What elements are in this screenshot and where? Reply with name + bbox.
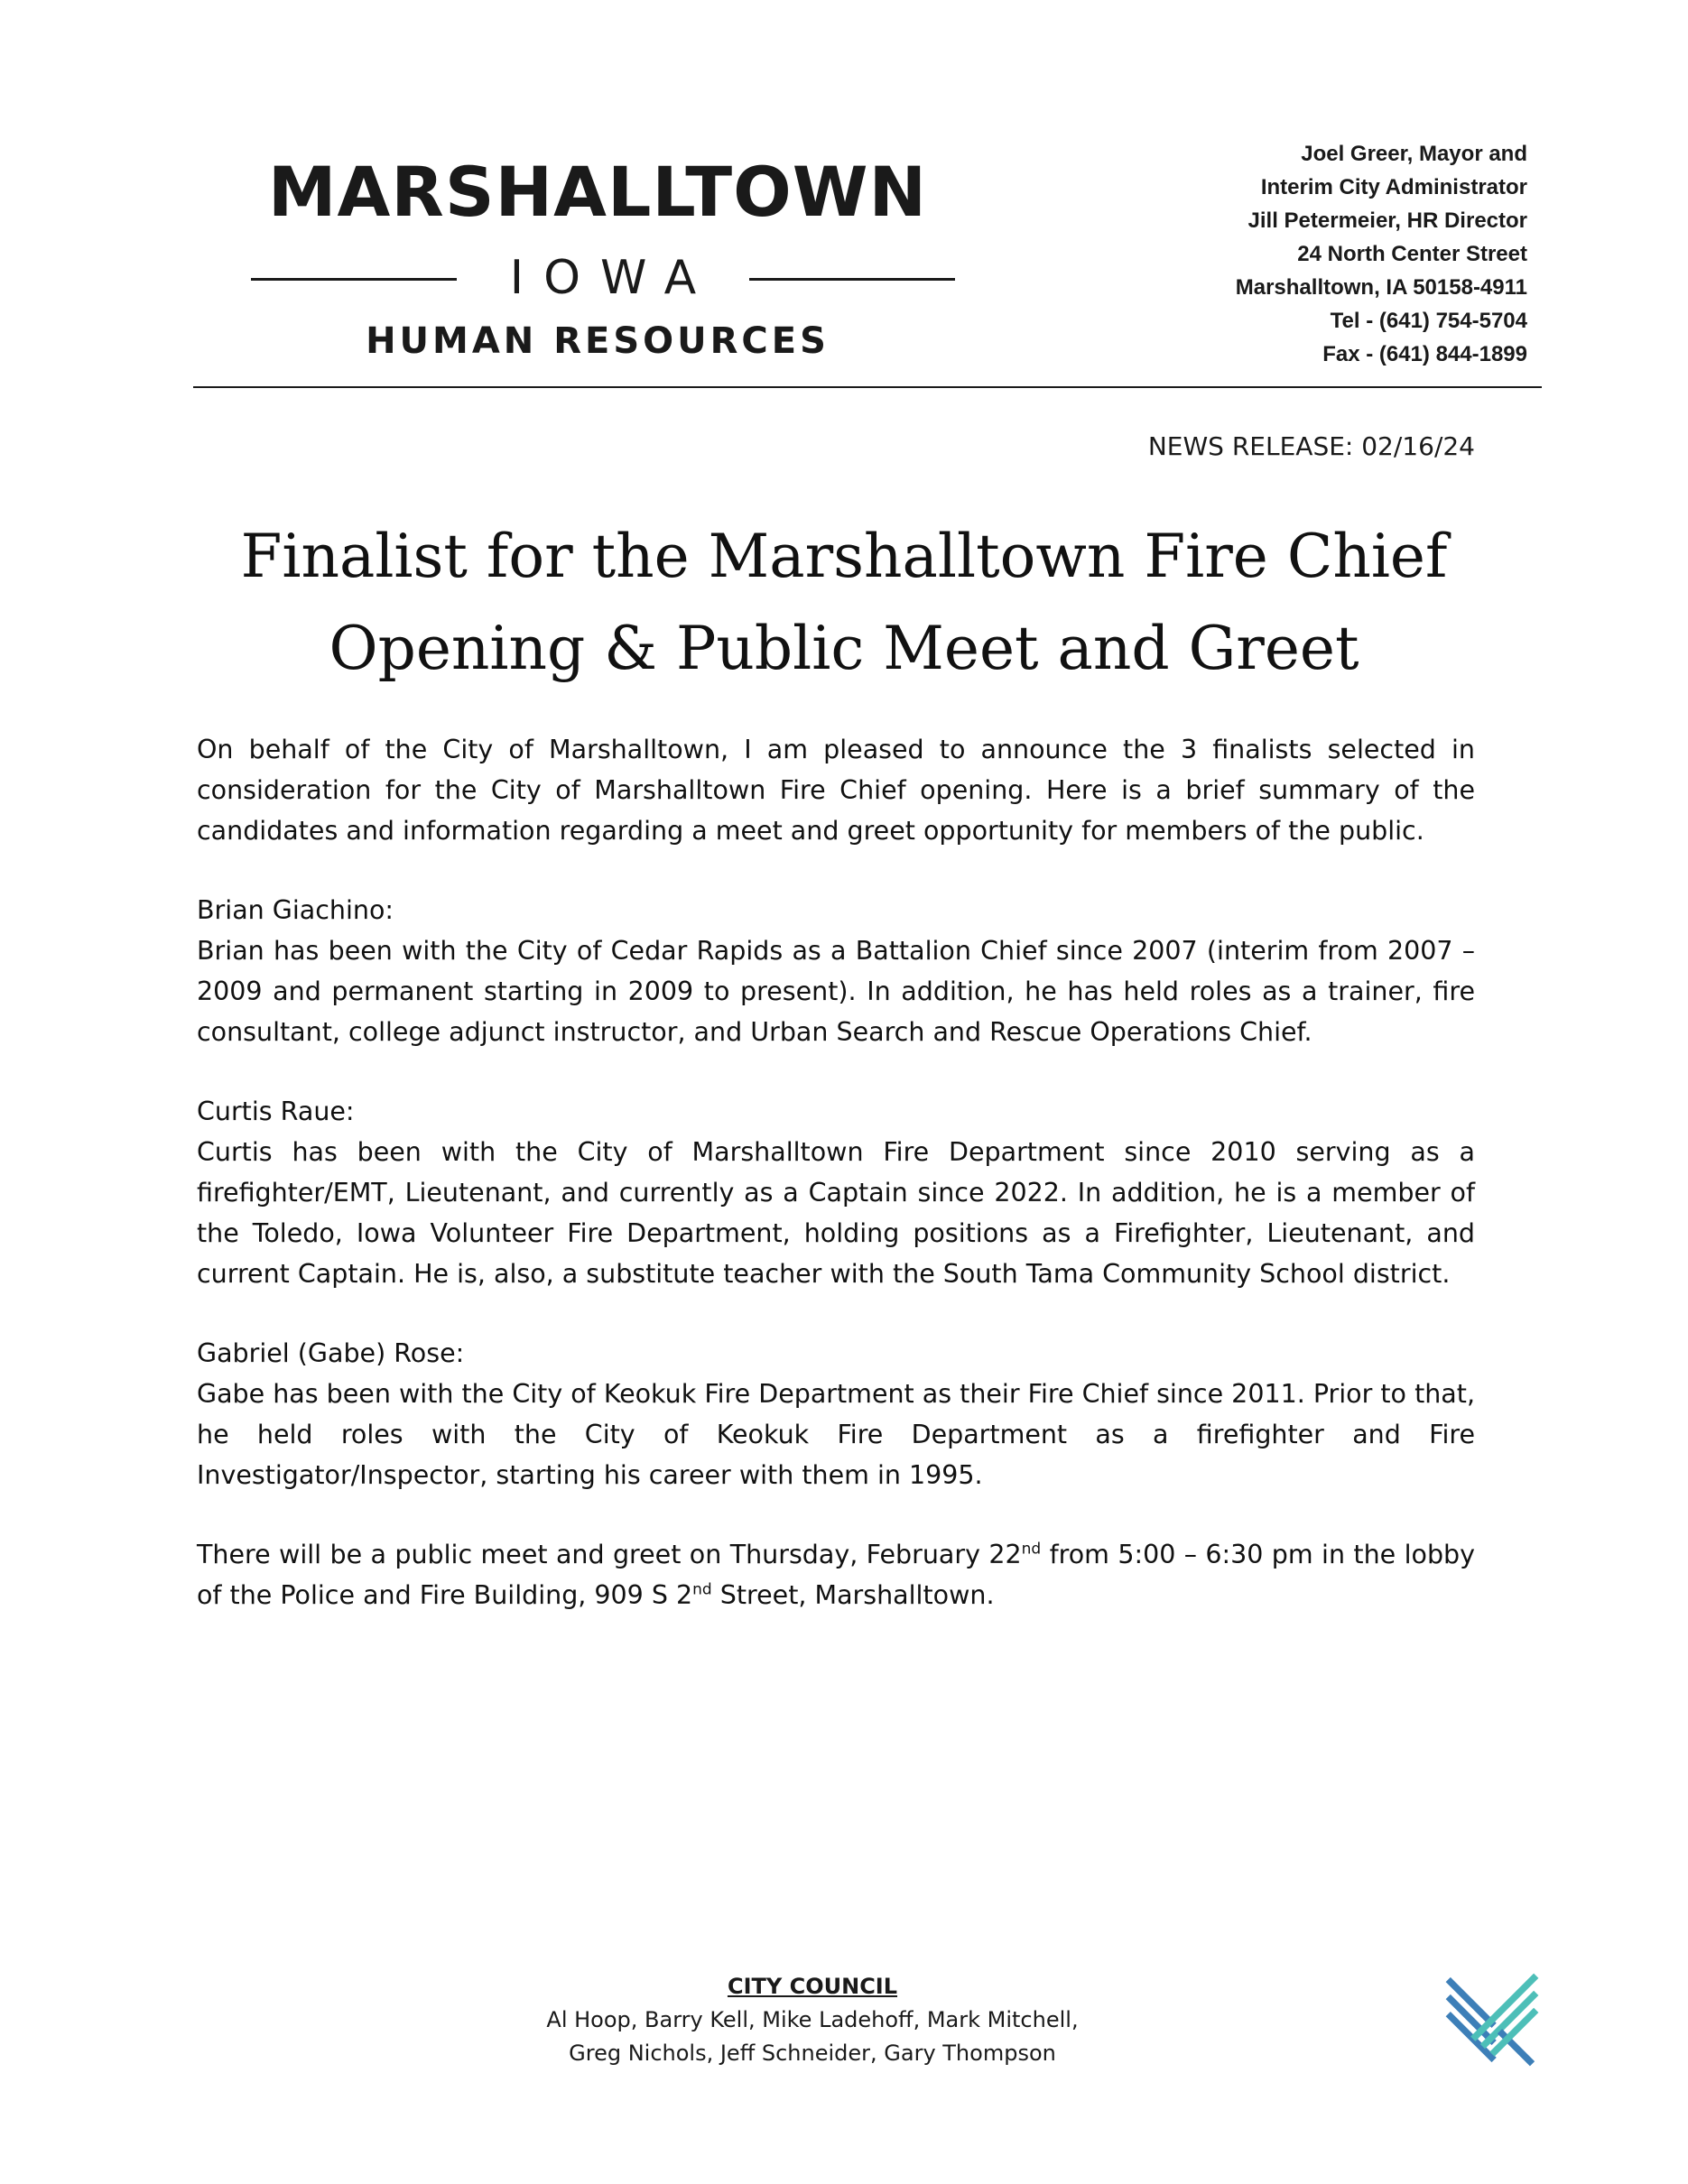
candidate-bio: Brian has been with the City of Cedar Rapids as a Battalion Chief since 2007 (interim from 2007 – 2009 and permanent starting in 2009 to present). In addition, he has held roles as a trainer, fire consultant, college adjunct instructor, and Urban Search and Rescue Operations Chief. xyxy=(197,936,1475,1047)
event-ordinal: nd xyxy=(1021,1540,1042,1559)
contact-line: 24 North Center Street xyxy=(1297,242,1527,266)
release-body xyxy=(197,729,1475,1654)
event-text: from 5:00 – 6:30 pm in the lobby of the Police and Fire Building, 909 S 2 xyxy=(197,1540,1475,1610)
contact-line: Jill Petermeier, HR Director xyxy=(1247,208,1527,233)
logo-subline xyxy=(251,251,955,305)
event-paragraph xyxy=(197,1534,1475,1615)
council-members: Al Hoop, Barry Kell, Mike Ladehoff, Mark Mitchell, xyxy=(546,2007,1079,2032)
logo-state: IOWA xyxy=(509,251,717,305)
event-text: There will be a public meet and greet on Thursday, February 22 xyxy=(197,1540,1022,1569)
contact-line: Joel Greer, Mayor and xyxy=(1301,142,1527,166)
title-line-1: Finalist for the Marshalltown Fire Chief xyxy=(240,522,1448,591)
marshalltown-mark-icon xyxy=(1444,1972,1540,2068)
logo-rule-right xyxy=(749,278,955,281)
council-heading: CITY COUNCIL xyxy=(727,1974,898,1999)
contact-line: Interim City Administrator xyxy=(1260,175,1527,199)
candidate-bio: Curtis has been with the City of Marshalltown Fire Department since 2010 serving as a firefighter/EMT, Lieutenant, and currently as a Captain since 2022. In addition, he is a member of the Toledo, Iowa Volunteer Fire Department, holding positions as a Firefighter, Lieutenant, and current Captain. He is, also, a substitute teacher with the South Tama Community School district. xyxy=(197,1137,1475,1289)
candidate-section xyxy=(197,1091,1475,1294)
intro-paragraph: On behalf of the City of Marshalltown, I am pleased to announce the 3 finalists selected in consideration for the City of Marshalltown Fire Chief opening. Here is a brief summary of the candidates and information regarding a meet and greet opportunity for members of the public. xyxy=(197,735,1475,846)
candidate-bio: Gabe has been with the City of Keokuk Fire Department as their Fire Chief since 2011. Prior to that, he held roles with the City of Keokuk Fire Department as a firefighter and Fire Investigator/Inspector, starting his career with them in 1995. xyxy=(197,1379,1475,1490)
contact-block xyxy=(1236,137,1527,371)
candidate-name: Curtis Raue: xyxy=(197,1097,355,1126)
council-members: Greg Nichols, Jeff Schneider, Gary Thompson xyxy=(569,2041,1056,2066)
title-line-2: Opening & Public Meet and Greet xyxy=(329,614,1359,683)
city-council-footer xyxy=(505,1970,1119,2070)
header-divider xyxy=(193,386,1542,388)
event-text: Street, Marshalltown. xyxy=(711,1580,995,1610)
candidate-section xyxy=(197,890,1475,1052)
page-title xyxy=(181,511,1507,695)
candidate-name: Gabriel (Gabe) Rose: xyxy=(197,1338,465,1368)
logo-wordmark: MARSHALLTOWN xyxy=(267,152,928,232)
contact-fax: Fax - (641) 844-1899 xyxy=(1322,342,1527,366)
news-release-date: NEWS RELEASE: 02/16/24 xyxy=(1147,431,1475,461)
department-name: HUMAN RESOURCES xyxy=(366,320,830,362)
contact-phone: Tel - (641) 754-5704 xyxy=(1330,309,1527,333)
candidate-section xyxy=(197,1333,1475,1495)
logo-rule-left xyxy=(251,278,457,281)
contact-line: Marshalltown, IA 50158-4911 xyxy=(1235,275,1527,300)
candidate-name: Brian Giachino: xyxy=(197,895,394,925)
event-ordinal: nd xyxy=(692,1580,712,1599)
